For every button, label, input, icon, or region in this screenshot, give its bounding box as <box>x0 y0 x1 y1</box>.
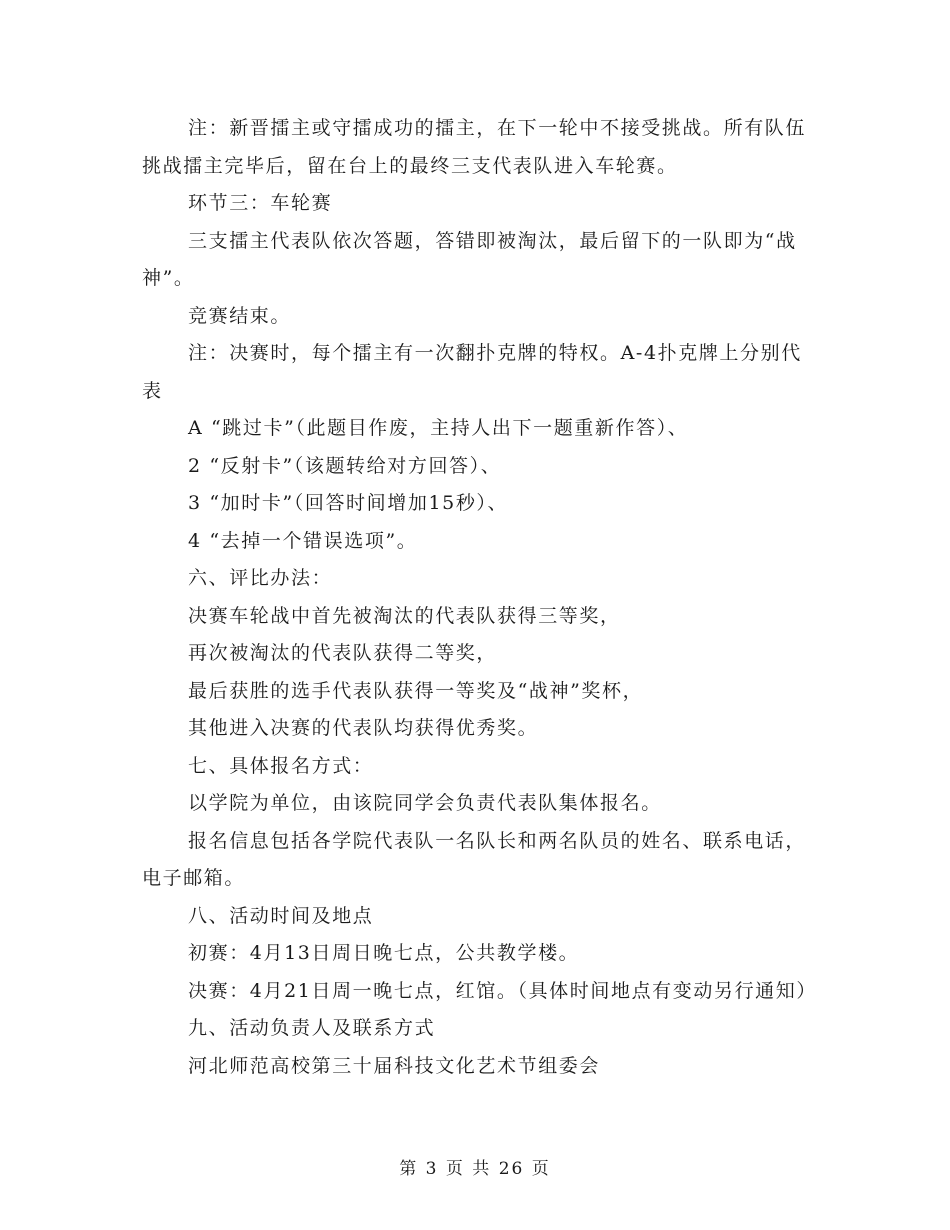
paragraph-preliminary: 初赛：4月13日周日晚七点，公共教学楼。 <box>188 942 580 964</box>
paragraph-wheel-rules: 三支擂主代表队依次答题，答错即被淘汰，最后留下的一队即为“战神”。 <box>142 229 797 289</box>
paragraph-card-3: 3 “加时卡”（回答时间增加15秒）、 <box>188 492 509 514</box>
section-heading-evaluation: 六、评比办法： <box>188 567 333 589</box>
paragraph-third-prize: 决赛车轮战中首先被淘汰的代表队获得三等奖， <box>188 604 621 627</box>
paragraph-card-a: A “跳过卡”（此题目作废，主持人出下一题重新作答）、 <box>188 417 689 439</box>
paragraph-excellence-prize: 其他进入决赛的代表队均获得优秀奖。 <box>188 717 539 739</box>
document-body <box>142 110 817 1085</box>
paragraph-card-4: 4 “去掉一个错误选项”。 <box>188 529 418 552</box>
paragraph-contest-end: 竞赛结束。 <box>188 304 292 327</box>
paragraph-card-2: 2 “反射卡”（该题转给对方回答）、 <box>188 454 502 477</box>
paragraph-stage-three: 环节三：车轮赛 <box>188 192 333 214</box>
section-heading-registration: 七、具体报名方式： <box>188 754 374 777</box>
paragraph-registration-unit: 以学院为单位，由该院同学会负责代表队集体报名。 <box>188 792 662 814</box>
paragraph-organizer: 河北师范高校第三十届科技文化艺术节组委会 <box>188 1054 601 1077</box>
page-footer: 第 3 页 共 26 页 <box>399 1159 551 1179</box>
section-heading-contact: 九、活动负责人及联系方式 <box>188 1017 436 1039</box>
paragraph-second-prize: 再次被淘汰的代表队获得二等奖， <box>188 642 498 664</box>
section-heading-time-place: 八、活动时间及地点 <box>188 904 374 927</box>
paragraph-note-cards: 注：决赛时，每个擂主有一次翻扑克牌的特权。A-4扑克牌上分别代表 <box>142 342 802 402</box>
paragraph-note-champion: 注：新晋擂主或守擂成功的擂主，在下一轮中不接受挑战。所有队伍挑战擂主完毕后，留在台上的最终三支代表队进入车轮赛。 <box>142 117 807 177</box>
paragraph-final: 决赛：4月21日周一晚七点，红馆。（具体时间地点有变动另行通知） <box>188 979 817 1002</box>
paragraph-registration-info: 报名信息包括各学院代表队一名队长和两名队员的姓名、联系电话，电子邮箱。 <box>142 829 807 889</box>
paragraph-first-prize: 最后获胜的选手代表队获得一等奖及“战神”奖杯， <box>188 679 644 702</box>
